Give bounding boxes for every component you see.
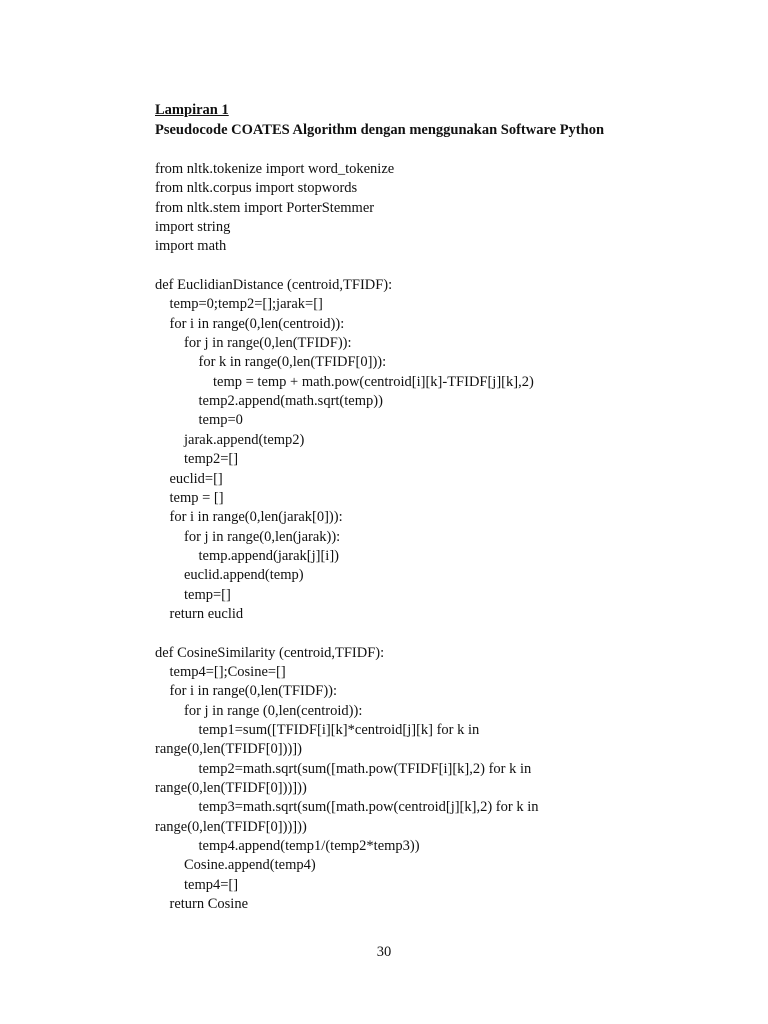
code-line: from nltk.stem import PorterStemmer xyxy=(155,199,375,216)
code-line: euclid=[] xyxy=(155,470,223,487)
code-line: import string xyxy=(155,219,231,236)
code-line: for i in range(0,len(centroid)): xyxy=(155,315,345,332)
appendix-label: Lampiran 1 xyxy=(155,102,229,118)
code-line: range(0,len(TFIDF[0]))])) xyxy=(155,818,307,835)
code-line: temp4=[];Cosine=[] xyxy=(155,663,286,680)
code-line: temp = [] xyxy=(155,489,224,506)
code-line: return Cosine xyxy=(155,896,249,913)
code-line: temp1=sum([TFIDF[i][k]*centroid[j][k] for k in xyxy=(155,721,480,738)
code-line: return euclid xyxy=(155,605,244,622)
code-line: for i in range(0,len(jarak[0])): xyxy=(155,509,343,526)
code-line: for j in range(0,len(TFIDF)): xyxy=(155,335,352,352)
code-line: import math xyxy=(155,238,227,255)
code-line: for k in range(0,len(TFIDF[0])): xyxy=(155,354,387,371)
code-line: def EuclidianDistance (centroid,TFIDF): xyxy=(155,277,393,294)
code-line: temp2.append(math.sqrt(temp)) xyxy=(155,393,383,410)
code-line: temp=[] xyxy=(155,586,231,603)
code-line: for j in range (0,len(centroid)): xyxy=(155,702,363,719)
code-line: range(0,len(TFIDF[0]))])) xyxy=(155,780,307,796)
code-line: temp = temp + math.pow(centroid[i][k]-TFIDF[j][k],2) xyxy=(155,373,534,390)
code-line: temp=0;temp2=[];jarak=[] xyxy=(155,296,323,313)
pseudocode-listing xyxy=(155,160,715,914)
code-line: from nltk.corpus import stopwords xyxy=(155,180,358,197)
code-line: range(0,len(TFIDF[0]))]) xyxy=(155,741,302,758)
code-line: temp4=[] xyxy=(155,876,239,893)
code-line: for i in range(0,len(TFIDF)): xyxy=(155,683,338,700)
code-line: temp=0 xyxy=(155,412,243,429)
page-number: 30 xyxy=(376,944,392,960)
code-line: temp.append(jarak[j][i]) xyxy=(155,547,339,564)
code-line: Cosine.append(temp4) xyxy=(155,857,316,874)
code-line xyxy=(155,257,715,276)
code-line: euclid.append(temp) xyxy=(155,567,304,584)
code-line xyxy=(155,624,715,643)
heading-block xyxy=(155,100,715,140)
document-title: Pseudocode COATES Algorithm dengan menggunakan Software Python xyxy=(155,122,605,138)
code-line: temp2=math.sqrt(sum([math.pow(TFIDF[i][k],2) for k in xyxy=(155,760,532,777)
code-line: for j in range(0,len(jarak)): xyxy=(155,528,341,545)
code-line: def CosineSimilarity (centroid,TFIDF): xyxy=(155,644,385,661)
code-line: temp3=math.sqrt(sum([math.pow(centroid[j][k],2) for k in xyxy=(155,799,539,816)
code-line: from nltk.tokenize import word_tokenize xyxy=(155,161,395,177)
code-line: jarak.append(temp2) xyxy=(155,431,305,448)
code-line: temp2=[] xyxy=(155,451,239,468)
code-line: temp4.append(temp1/(temp2*temp3)) xyxy=(155,838,420,855)
